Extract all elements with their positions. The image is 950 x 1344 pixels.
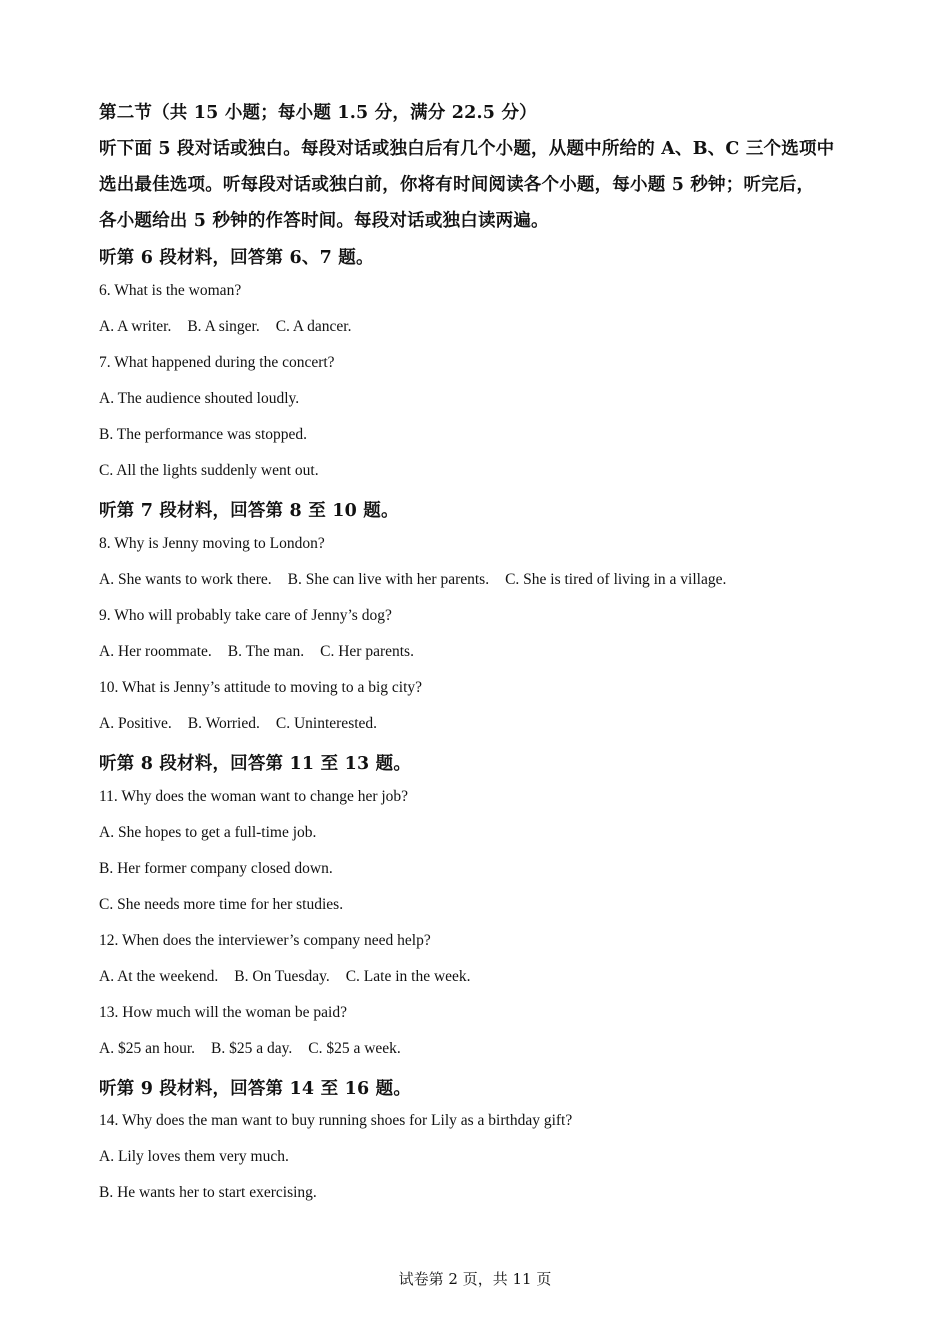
option-c: C. Uninterested.	[275, 715, 378, 732]
option-b: B. $25 a day.	[211, 1040, 293, 1057]
question-11-stem: 11. Why does the woman want to change her job?	[99, 788, 409, 805]
question-7-stem: 7. What happened during the concert?	[99, 354, 335, 371]
option-c: C. Late in the week.	[345, 968, 471, 985]
option-a: A. She wants to work there.	[99, 571, 272, 588]
question-11-option-c: C. She needs more time for her studies.	[99, 896, 344, 913]
option-b: B. The man.	[227, 643, 305, 660]
question-7-option-b: B. The performance was stopped.	[99, 426, 308, 443]
question-9-options	[99, 643, 430, 661]
instructions-line-3: 各小题给出 5 秒钟的作答时间。每段对话或独白读两遍。	[99, 211, 549, 231]
group-heading-9: 听第 9 段材料，回答第 14 至 16 题。	[99, 1079, 412, 1099]
question-11-option-b: B. Her former company closed down.	[99, 860, 333, 877]
option-a: A. A writer.	[99, 318, 172, 335]
question-6-options	[99, 318, 367, 336]
group-heading-6: 听第 6 段材料，回答第 6、7 题。	[99, 248, 374, 268]
question-12-options	[99, 968, 487, 986]
instructions-line-1: 听下面 5 段对话或独白。每段对话或独白后有几个小题，从题中所给的 A、B、C 三个选项中	[99, 139, 835, 159]
question-10-stem: 10. What is Jenny’s attitude to moving to a big city?	[99, 679, 423, 696]
option-b: B. Worried.	[187, 715, 260, 732]
page-footer: 试卷第 2 页，共 11 页	[398, 1270, 552, 1288]
question-11-option-a: A. She hopes to get a full-time job.	[99, 824, 317, 841]
question-10-options	[99, 715, 393, 733]
option-b: B. A singer.	[187, 318, 260, 335]
question-6-stem: 6. What is the woman?	[99, 282, 242, 299]
section-title: 第二节（共 15 小题；每小题 1.5 分，满分 22.5 分）	[99, 103, 537, 123]
option-c: C. She is tired of living in a village.	[505, 571, 727, 588]
question-8-stem: 8. Why is Jenny moving to London?	[99, 535, 325, 552]
question-14-option-b: B. He wants her to start exercising.	[99, 1184, 317, 1201]
question-13-stem: 13. How much will the woman be paid?	[99, 1004, 347, 1021]
question-14-option-a: A. Lily loves them very much.	[99, 1148, 289, 1165]
option-c: C. $25 a week.	[308, 1040, 401, 1057]
option-a: A. At the weekend.	[99, 968, 219, 985]
question-13-options	[99, 1040, 417, 1058]
question-14-stem: 14. Why does the man want to buy running shoes for Lily as a birthday gift?	[99, 1112, 573, 1129]
option-b: B. On Tuesday.	[234, 968, 330, 985]
option-a: A. $25 an hour.	[99, 1040, 196, 1057]
question-8-options	[99, 571, 742, 589]
group-heading-8: 听第 8 段材料，回答第 11 至 13 题。	[99, 754, 412, 774]
option-c: C. A dancer.	[275, 318, 352, 335]
option-c: C. Her parents.	[320, 643, 414, 660]
group-heading-7: 听第 7 段材料，回答第 8 至 10 题。	[99, 501, 399, 521]
question-7-option-a: A. The audience shouted loudly.	[99, 390, 300, 407]
instructions-line-2: 选出最佳选项。听每段对话或独白前，你将有时间阅读各个小题，每小题 5 秒钟；听完后，	[99, 175, 815, 195]
option-b: B. She can live with her parents.	[287, 571, 490, 588]
question-12-stem: 12. When does the interviewer’s company need help?	[99, 932, 431, 949]
option-a: A. Positive.	[99, 715, 172, 732]
question-9-stem: 9. Who will probably take care of Jenny’s dog?	[99, 607, 392, 624]
option-a: A. Her roommate.	[99, 643, 212, 660]
question-7-option-c: C. All the lights suddenly went out.	[99, 462, 319, 479]
